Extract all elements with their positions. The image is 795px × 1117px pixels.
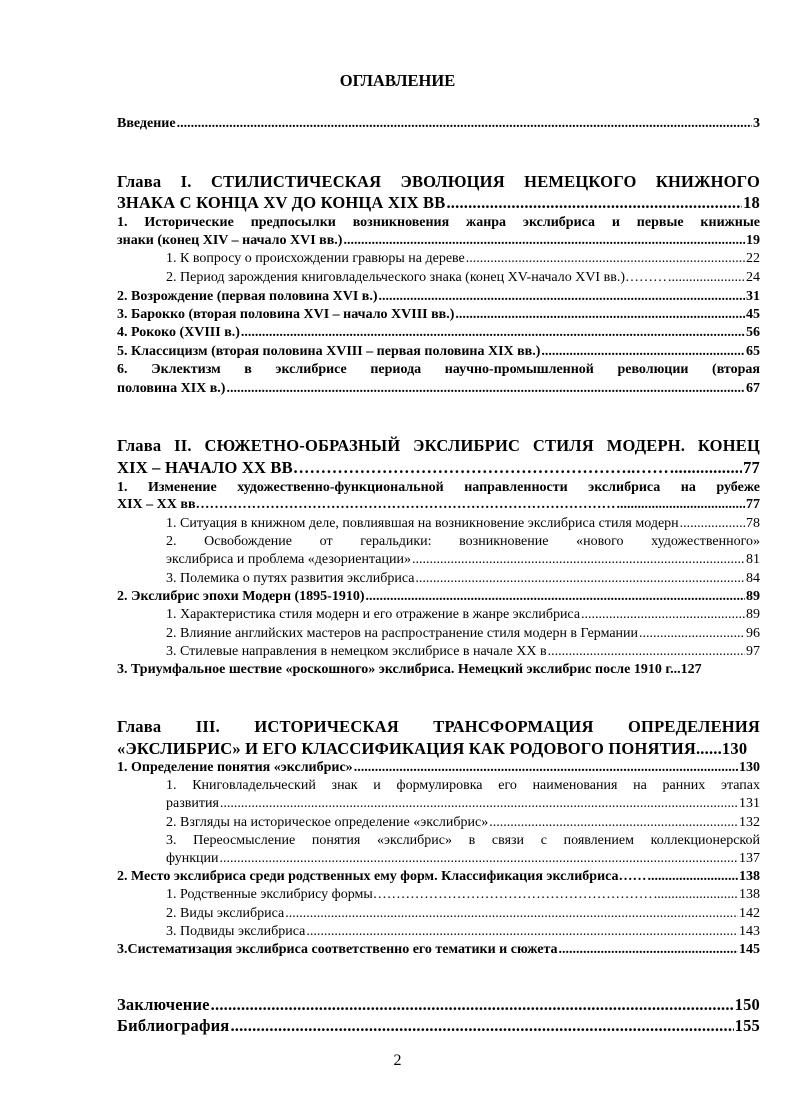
toc-page: 56 (746, 325, 760, 340)
leader-dots (230, 1017, 733, 1035)
toc-label: XIX – НАЧАЛО XX ВВ……………………………………………………..…… (117, 458, 669, 477)
toc-label: Библиография (117, 1016, 230, 1035)
toc-page: 143 (739, 924, 760, 939)
toc-label: 2. Возрождение (первая половина XVI в.) (117, 289, 378, 304)
toc-label: 1. К вопросу о происхождении гравюры на дереве (166, 251, 465, 266)
toc-entry-3-1-3-line2[interactable] (166, 851, 760, 867)
leader-dots (412, 552, 745, 568)
toc-entry-3-2-1[interactable] (166, 887, 760, 903)
toc-label: 3.Систематизация экслибриса соответственно его тематики и сюжета (117, 942, 558, 957)
leader-dots (177, 116, 752, 132)
leader-dots (285, 906, 738, 922)
leader-dots (489, 815, 738, 831)
toc-entry-1-6-line1[interactable]: 6. Эклектизм в экслибрисе периода научно-промышленной революции (вторая (117, 362, 760, 377)
toc-page: 142 (739, 906, 760, 921)
toc-label: 2. Место экслибриса среди родственных ему форм. Классификация экслибриса…… (117, 869, 647, 884)
page-number: 2 (393, 1052, 402, 1069)
leader-dots (343, 233, 745, 249)
toc-page: 3 (753, 116, 760, 131)
leader-dots (559, 942, 738, 958)
toc-entry-2-2[interactable] (117, 589, 760, 605)
leader-dots (415, 571, 745, 587)
toc-page: 150 (734, 995, 760, 1014)
toc-entry-2-1-line1[interactable]: 1. Изменение художественно-функциональной направленности экслибриса на рубеже (117, 480, 760, 495)
toc-label: 1. Родственные экслибрису формы…………………………………………………… (166, 887, 653, 902)
toc-page: 65 (746, 344, 760, 359)
toc-entry-3-3[interactable] (117, 942, 760, 958)
toc-page: 132 (739, 815, 760, 830)
toc-page: 137 (739, 851, 760, 866)
leader-dots (648, 869, 738, 885)
leader-dots (366, 589, 745, 605)
toc-label: Заключение (117, 995, 210, 1014)
toc-entry-3-2[interactable] (117, 869, 760, 885)
leader-dots (211, 996, 734, 1014)
leader-dots (668, 270, 745, 286)
toc-label: экслибриса и проблема «дезориентации» (166, 552, 411, 567)
toc-entry-1-6-line2[interactable] (117, 381, 760, 397)
leader-dots (680, 516, 745, 532)
toc-entry-2-1-3[interactable] (166, 571, 760, 587)
chapter-1-heading-line1[interactable]: Глава I. СТИЛИСТИЧЕСКАЯ ЭВОЛЮЦИЯ НЕМЕЦКОГО КНИЖНОГО (117, 172, 760, 191)
toc-label: 3. Барокко (вторая половина XVI – начало XVIII вв.) (117, 307, 455, 322)
leader-dots (581, 607, 745, 623)
toc-label: ЗНАКА С КОНЦА XV ДО КОНЦА XIX ВВ (117, 193, 446, 212)
leader-dots (241, 325, 745, 341)
toc-entry-conclusion[interactable] (117, 996, 760, 1014)
toc-entry-3-1-1-line1[interactable]: 1. Книговладельческий знак и формулировка его наименования на ранних этапах (166, 778, 760, 793)
toc-page: 97 (746, 644, 760, 659)
toc-entry-1-1-2[interactable] (166, 270, 760, 286)
toc-page: 131 (739, 796, 760, 811)
toc-entry-2-1-2-line1[interactable]: 2. Освобождение от геральдики: возникновение «нового художественного» (166, 534, 760, 549)
toc-label: 3. Полемика о путях развития экслибриса (166, 571, 415, 586)
toc-label: 2. Взгляды на историческое определение «экслибрис» (166, 815, 489, 830)
toc-entry-3-2-3[interactable] (166, 924, 760, 940)
toc-entry-2-2-2[interactable] (166, 626, 760, 642)
toc-entry-2-1-1[interactable] (166, 516, 760, 532)
toc-page: 18 (743, 193, 760, 212)
leader-dots (455, 307, 745, 323)
leader-dots (548, 644, 745, 660)
leader-dots (446, 194, 742, 212)
toc-entry-2-1-line2[interactable] (117, 497, 760, 513)
toc-label: 2. Период зарождения книговладельческого знака (конец XV-начало XVI вв.)……… (166, 270, 667, 285)
toc-label: знаки (конец XIV – начало XVI вв.) (117, 233, 343, 248)
leader-dots (617, 497, 745, 513)
leader-dots (354, 760, 738, 776)
toc-page: 78 (746, 516, 760, 531)
leader-dots (654, 887, 738, 903)
toc-label: функции (166, 851, 219, 866)
toc-label: 2. Виды экслибриса (166, 906, 285, 921)
toc-entry-2-3[interactable]: 3. Триумфальное шествие «роскошного» экслибриса. Немецкий экслибрис после 1910 г...127 (117, 662, 702, 677)
toc-entry-3-1-3-line1[interactable]: 3. Переосмысление понятия «экслибрис» в связи с появлением коллекционерской (166, 833, 760, 848)
leader-dots (306, 924, 738, 940)
toc-page: 77 (746, 497, 760, 512)
toc-page: 67 (746, 381, 760, 396)
toc-page: 81 (746, 552, 760, 567)
toc-label: 1. Ситуация в книжном деле, повлиявшая на возникновение экслибриса стиля модерн (166, 516, 679, 531)
toc-label: 1. Характеристика стиля модерн и его отражение в жанре экслибриса (166, 607, 581, 622)
toc-page: 19 (746, 233, 760, 248)
toc-label: развития (166, 796, 219, 811)
toc-entry-intro[interactable] (117, 116, 760, 132)
toc-page: 77 (743, 458, 760, 477)
toc-page: 96 (746, 626, 760, 641)
toc-entry-1-2[interactable] (117, 289, 760, 305)
leader-dots (541, 344, 745, 360)
toc-entry-2-2-1[interactable] (166, 607, 760, 623)
chapter-3-heading-line2[interactable]: «ЭКСЛИБРИС» И ЕГО КЛАССИФИКАЦИЯ КАК РОДОВОГО ПОНЯТИЯ......130 (117, 739, 748, 758)
toc-label: 2. Влияние английских мастеров на распространение стиля модерн в Германии (166, 626, 639, 641)
toc-entry-1-5[interactable] (117, 344, 760, 360)
chapter-1-heading-line2[interactable] (117, 194, 760, 212)
toc-label: 5. Классицизм (вторая половина XVIII – первая половина XIX вв.) (117, 344, 541, 359)
toc-page: 45 (746, 307, 760, 322)
toc-label: 3. Стилевые направления в немецком экслибрисе в начале XX в (166, 644, 547, 659)
toc-page: 24 (746, 270, 760, 285)
toc-entry-3-1-1-line2[interactable] (166, 796, 760, 812)
toc-label: 1. Определение понятия «экслибрис» (117, 760, 353, 775)
chapter-2-heading-line2[interactable] (117, 459, 760, 477)
chapter-3-heading-line1[interactable]: Глава III. ИСТОРИЧЕСКАЯ ТРАНСФОРМАЦИЯ ОПРЕДЕЛЕНИЯ (117, 717, 760, 736)
toc-page: 138 (739, 887, 760, 902)
toc-label: Введение (117, 116, 176, 131)
leader-dots (226, 381, 745, 397)
toc-page: 89 (746, 589, 760, 604)
toc-entry-1-4[interactable] (117, 325, 760, 341)
toc-entry-1-3[interactable] (117, 307, 760, 323)
toc-entry-2-2-3[interactable] (166, 644, 760, 660)
leader-dots (220, 851, 739, 867)
toc-page: 84 (746, 571, 760, 586)
chapter-2-heading-line1[interactable]: Глава II. СЮЖЕТНО-ОБРАЗНЫЙ ЭКСЛИБРИС СТИЛЯ МОДЕРН. КОНЕЦ (117, 436, 760, 455)
toc-entry-3-1-2[interactable] (166, 815, 760, 831)
page-title: ОГЛАВЛЕНИЕ (339, 71, 456, 90)
toc-entry-1-1-1[interactable] (166, 251, 760, 267)
leader-dots (639, 626, 745, 642)
toc-label: 3. Подвиды экслибриса (166, 924, 306, 939)
toc-entry-bibliography[interactable] (117, 1017, 760, 1035)
toc-page: 130 (739, 760, 760, 775)
toc-entry-3-1[interactable] (117, 760, 760, 776)
leader-dots (379, 289, 745, 305)
toc-label: половина XIX в.) (117, 381, 226, 396)
toc-label: XIX – XX вв……………………………………………………………………………… (117, 497, 616, 512)
toc-label: 4. Рококо (XVIII в.) (117, 325, 240, 340)
toc-entry-1-1-line2[interactable] (117, 233, 760, 249)
toc-entry-2-1-2-line2[interactable] (166, 552, 760, 568)
leader-dots (670, 459, 742, 477)
leader-dots (466, 251, 745, 267)
leader-dots (220, 796, 738, 812)
toc-page: 31 (746, 289, 760, 304)
toc-page: 138 (739, 869, 760, 884)
toc-page: 155 (734, 1016, 760, 1035)
toc-page: 145 (739, 942, 760, 957)
toc-page: 22 (746, 251, 760, 266)
toc-entry-1-1-line1[interactable]: 1. Исторические предпосылки возникновения жанра экслибриса и первые книжные (117, 215, 760, 230)
toc-entry-3-2-2[interactable] (166, 906, 760, 922)
toc-label: 2. Экслибрис эпохи Модерн (1895-1910) (117, 589, 365, 604)
toc-page: 89 (746, 607, 760, 622)
